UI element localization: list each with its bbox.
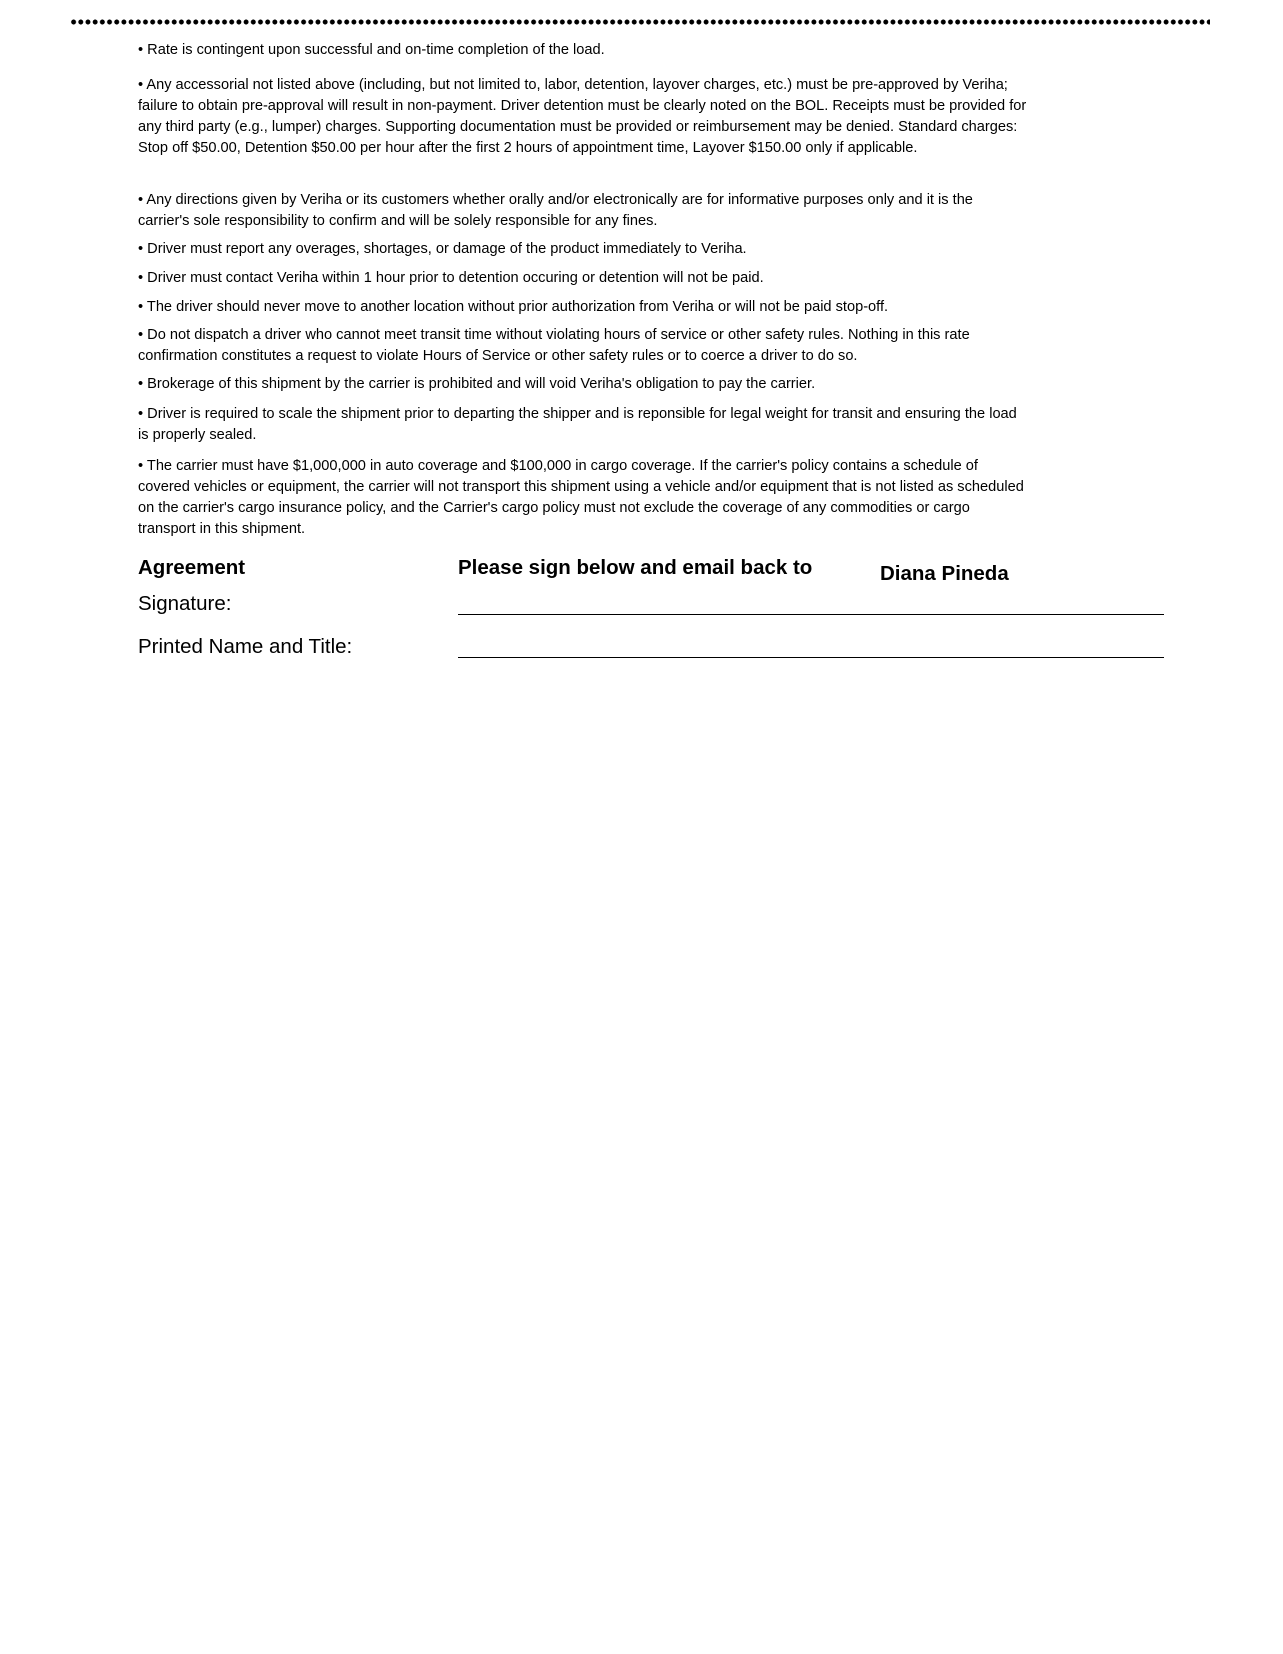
term-item: • Any accessorial not listed above (including, but not limited to, labor, detention, layover charges, etc.) must be pre-approved by Veriha; failure to obtain pre-approval will result in non-payment. Driver detention must be clearly noted on the BOL. Receipts must be provided for any third party (e.g., lumper) charges. Supporting documentation must be provided or reimbursement may be denied. Standard charges: Stop off $50.00, Detention $50.00 per hour after the first 2 hours of appointment time, Layover $150.00 only if applicable.: [138, 77, 1027, 156]
term-item: • Rate is contingent upon successful and on-time completion of the load.: [138, 42, 605, 58]
term-item: • Brokerage of this shipment by the carrier is prohibited and will void Veriha's obligation to pay the carrier.: [138, 376, 816, 392]
term-item: • The carrier must have $1,000,000 in auto coverage and $100,000 in cargo coverage. If the carrier's policy contains a schedule of covered vehicles or equipment, the carrier will not transport this shipment using a vehicle and/or equipment that is not listed as scheduled on the carrier's cargo insurance policy, and the Carrier's cargo policy must not exclude the coverage of any commodities or cargo transport in this shipment.: [138, 458, 1024, 537]
agreement-heading: Agreement: [138, 556, 246, 579]
sign-instruction: Please sign below and email back to: [458, 556, 813, 579]
contact-name: Diana Pineda: [880, 562, 1009, 585]
signature-line[interactable]: [458, 614, 1164, 615]
term-item: • Any directions given by Veriha or its customers whether orally and/or electronically are for informative purposes only and it is the carrier's sole responsibility to confirm and will be solely responsible for any fines.: [138, 192, 973, 229]
term-item: • The driver should never move to another location without prior authorization from Veriha or will not be paid stop-off.: [138, 299, 889, 315]
term-item: • Driver is required to scale the shipment prior to departing the shipper and is reponsible for legal weight for transit and ensuring the load is properly sealed.: [138, 406, 1017, 443]
term-item: • Driver must report any overages, shortages, or damage of the product immediately to Veriha.: [138, 241, 747, 257]
printed-name-line[interactable]: [458, 657, 1164, 658]
printed-name-label: Printed Name and Title:: [138, 635, 353, 658]
term-item: • Driver must contact Veriha within 1 hour prior to detention occuring or detention will not be paid.: [138, 270, 764, 286]
signature-label: Signature:: [138, 592, 232, 615]
term-item: • Do not dispatch a driver who cannot meet transit time without violating hours of service or other safety rules. Nothing in this rate confirmation constitutes a request to violate Hours of Service or other safety rules or to coerce a driver to do so.: [138, 327, 970, 364]
dotted-divider: [70, 18, 1210, 26]
